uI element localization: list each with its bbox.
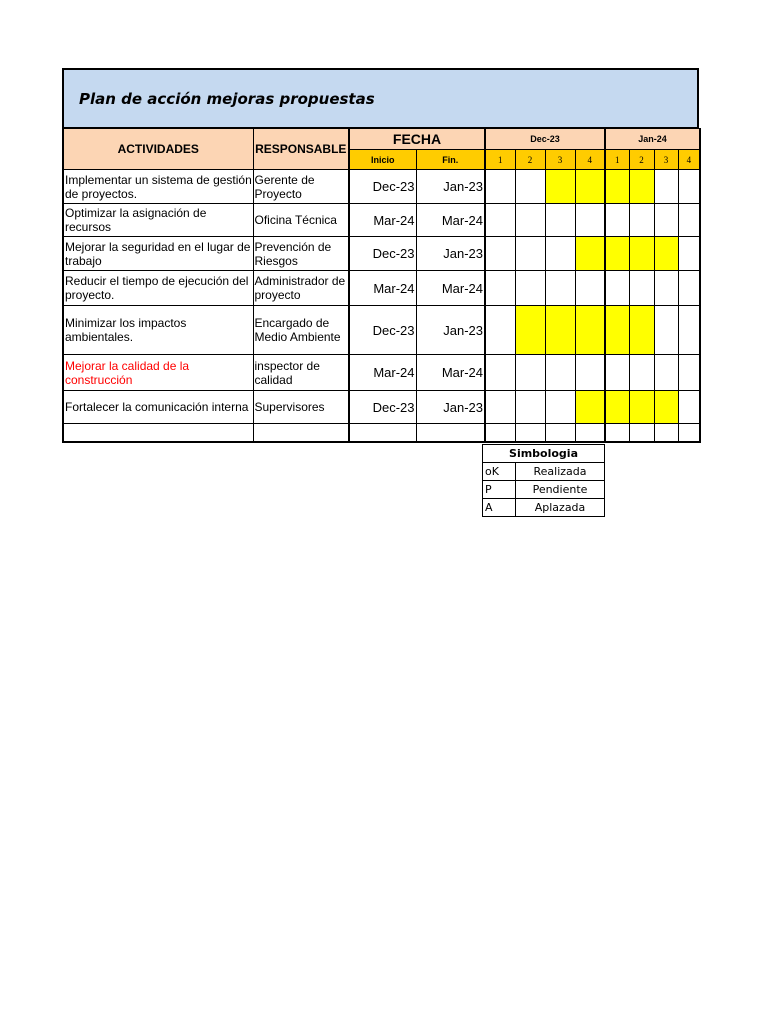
- activity-cell: Implementar un sistema de gestión de proyectos.: [63, 170, 253, 204]
- gantt-cell: [485, 424, 515, 442]
- responsible-cell: Supervisores: [253, 391, 349, 424]
- gantt-cell: [575, 170, 605, 204]
- gantt-cell: [678, 306, 700, 355]
- gantt-cell: [485, 355, 515, 391]
- start-date-cell: Mar-24: [349, 204, 416, 237]
- responsible-cell: Prevención de Riesgos: [253, 237, 349, 271]
- gantt-cell: [575, 424, 605, 442]
- start-date-cell: Mar-24: [349, 271, 416, 306]
- action-plan-table: [62, 128, 701, 443]
- header-actividades: ACTIVIDADES: [63, 129, 253, 170]
- legend-code: P: [483, 481, 516, 499]
- gantt-cell: [654, 424, 678, 442]
- gantt-cell: [515, 271, 545, 306]
- activity-cell: Minimizar los impactos ambientales.: [63, 306, 253, 355]
- header-week: 2: [629, 150, 654, 170]
- gantt-cell: [678, 204, 700, 237]
- gantt-cell: [629, 204, 654, 237]
- gantt-cell: [515, 237, 545, 271]
- table-row: [63, 391, 700, 424]
- activity-cell: Fortalecer la comunicación interna: [63, 391, 253, 424]
- gantt-cell: [654, 355, 678, 391]
- legend-code: oK: [483, 463, 516, 481]
- gantt-cell: [515, 391, 545, 424]
- gantt-cell: [485, 391, 515, 424]
- end-date-cell: Jan-23: [416, 170, 485, 204]
- gantt-cell: [629, 306, 654, 355]
- gantt-cell: [629, 271, 654, 306]
- gantt-cell: [545, 355, 575, 391]
- gantt-cell: [515, 204, 545, 237]
- start-date-cell: Dec-23: [349, 170, 416, 204]
- start-date-cell: Mar-24: [349, 355, 416, 391]
- gantt-cell: [545, 271, 575, 306]
- header-fecha: FECHA: [349, 129, 485, 150]
- start-date-cell: Dec-23: [349, 391, 416, 424]
- header-month-1: Dec-23: [485, 129, 605, 150]
- gantt-cell: [678, 237, 700, 271]
- gantt-cell: [485, 204, 515, 237]
- table-row: [63, 170, 700, 204]
- start-date-cell: Dec-23: [349, 237, 416, 271]
- gantt-cell: [605, 424, 629, 442]
- header-responsable: RESPONSABLE: [253, 129, 349, 170]
- header-week: 4: [678, 150, 700, 170]
- gantt-cell: [629, 237, 654, 271]
- responsible-cell: Administrador de proyecto: [253, 271, 349, 306]
- gantt-cell: [575, 306, 605, 355]
- header-week: 4: [575, 150, 605, 170]
- gantt-cell: [515, 170, 545, 204]
- end-date-cell: Mar-24: [416, 271, 485, 306]
- gantt-cell: [575, 237, 605, 271]
- legend-table: [482, 444, 605, 517]
- gantt-cell: [605, 271, 629, 306]
- end-date-cell: Jan-23: [416, 237, 485, 271]
- table-row: [63, 204, 700, 237]
- end-date-cell: Mar-24: [416, 204, 485, 237]
- header-fin: Fin.: [416, 150, 485, 170]
- activity-cell: [63, 424, 253, 442]
- end-date-cell: Mar-24: [416, 355, 485, 391]
- gantt-cell: [545, 170, 575, 204]
- end-date-cell: Jan-23: [416, 391, 485, 424]
- sheet-title: Plan de acción mejoras propuestas: [79, 89, 375, 108]
- gantt-cell: [605, 391, 629, 424]
- gantt-cell: [515, 424, 545, 442]
- header-week: 3: [545, 150, 575, 170]
- gantt-cell: [605, 306, 629, 355]
- gantt-cell: [654, 170, 678, 204]
- end-date-cell: [416, 424, 485, 442]
- legend: [482, 444, 604, 517]
- header-inicio: Inicio: [349, 150, 416, 170]
- gantt-cell: [545, 424, 575, 442]
- gantt-cell: [485, 271, 515, 306]
- legend-label: Aplazada: [516, 499, 605, 517]
- responsible-cell: Encargado de Medio Ambiente: [253, 306, 349, 355]
- gantt-cell: [678, 424, 700, 442]
- responsible-cell: inspector de calidad: [253, 355, 349, 391]
- action-plan-sheet: [62, 68, 699, 443]
- activity-cell: Mejorar la seguridad en el lugar de trabajo: [63, 237, 253, 271]
- table-row: [63, 424, 700, 442]
- header-week: 3: [654, 150, 678, 170]
- gantt-cell: [654, 237, 678, 271]
- gantt-cell: [605, 237, 629, 271]
- activity-cell: Mejorar la calidad de la construcción: [63, 355, 253, 391]
- gantt-cell: [575, 271, 605, 306]
- gantt-cell: [654, 271, 678, 306]
- header-week: 1: [605, 150, 629, 170]
- responsible-cell: Gerente de Proyecto: [253, 170, 349, 204]
- gantt-cell: [575, 391, 605, 424]
- gantt-cell: [545, 306, 575, 355]
- legend-label: Realizada: [516, 463, 605, 481]
- gantt-cell: [678, 355, 700, 391]
- gantt-cell: [545, 204, 575, 237]
- gantt-cell: [605, 204, 629, 237]
- table-row: [63, 355, 700, 391]
- activity-cell: Reducir el tiempo de ejecución del proyecto.: [63, 271, 253, 306]
- start-date-cell: Dec-23: [349, 306, 416, 355]
- gantt-cell: [515, 306, 545, 355]
- header-month-2: Jan-24: [605, 129, 700, 150]
- activity-cell: Optimizar la asignación de recursos: [63, 204, 253, 237]
- table-row: [63, 237, 700, 271]
- gantt-cell: [654, 391, 678, 424]
- table-row: [63, 306, 700, 355]
- gantt-cell: [678, 170, 700, 204]
- legend-code: A: [483, 499, 516, 517]
- gantt-cell: [629, 424, 654, 442]
- gantt-cell: [678, 271, 700, 306]
- gantt-cell: [605, 355, 629, 391]
- legend-label: Pendiente: [516, 481, 605, 499]
- title-bar: [62, 68, 699, 128]
- gantt-cell: [629, 391, 654, 424]
- gantt-cell: [545, 237, 575, 271]
- responsible-cell: Oficina Técnica: [253, 204, 349, 237]
- start-date-cell: [349, 424, 416, 442]
- legend-title: Simbologia: [483, 445, 605, 463]
- gantt-cell: [629, 355, 654, 391]
- gantt-cell: [605, 170, 629, 204]
- gantt-cell: [654, 306, 678, 355]
- gantt-cell: [485, 306, 515, 355]
- table-row: [63, 271, 700, 306]
- responsible-cell: [253, 424, 349, 442]
- gantt-cell: [678, 391, 700, 424]
- gantt-cell: [545, 391, 575, 424]
- gantt-cell: [654, 204, 678, 237]
- gantt-cell: [485, 170, 515, 204]
- gantt-cell: [575, 355, 605, 391]
- gantt-cell: [515, 355, 545, 391]
- header-week: 2: [515, 150, 545, 170]
- gantt-cell: [485, 237, 515, 271]
- header-week: 1: [485, 150, 515, 170]
- gantt-cell: [575, 204, 605, 237]
- gantt-cell: [629, 170, 654, 204]
- end-date-cell: Jan-23: [416, 306, 485, 355]
